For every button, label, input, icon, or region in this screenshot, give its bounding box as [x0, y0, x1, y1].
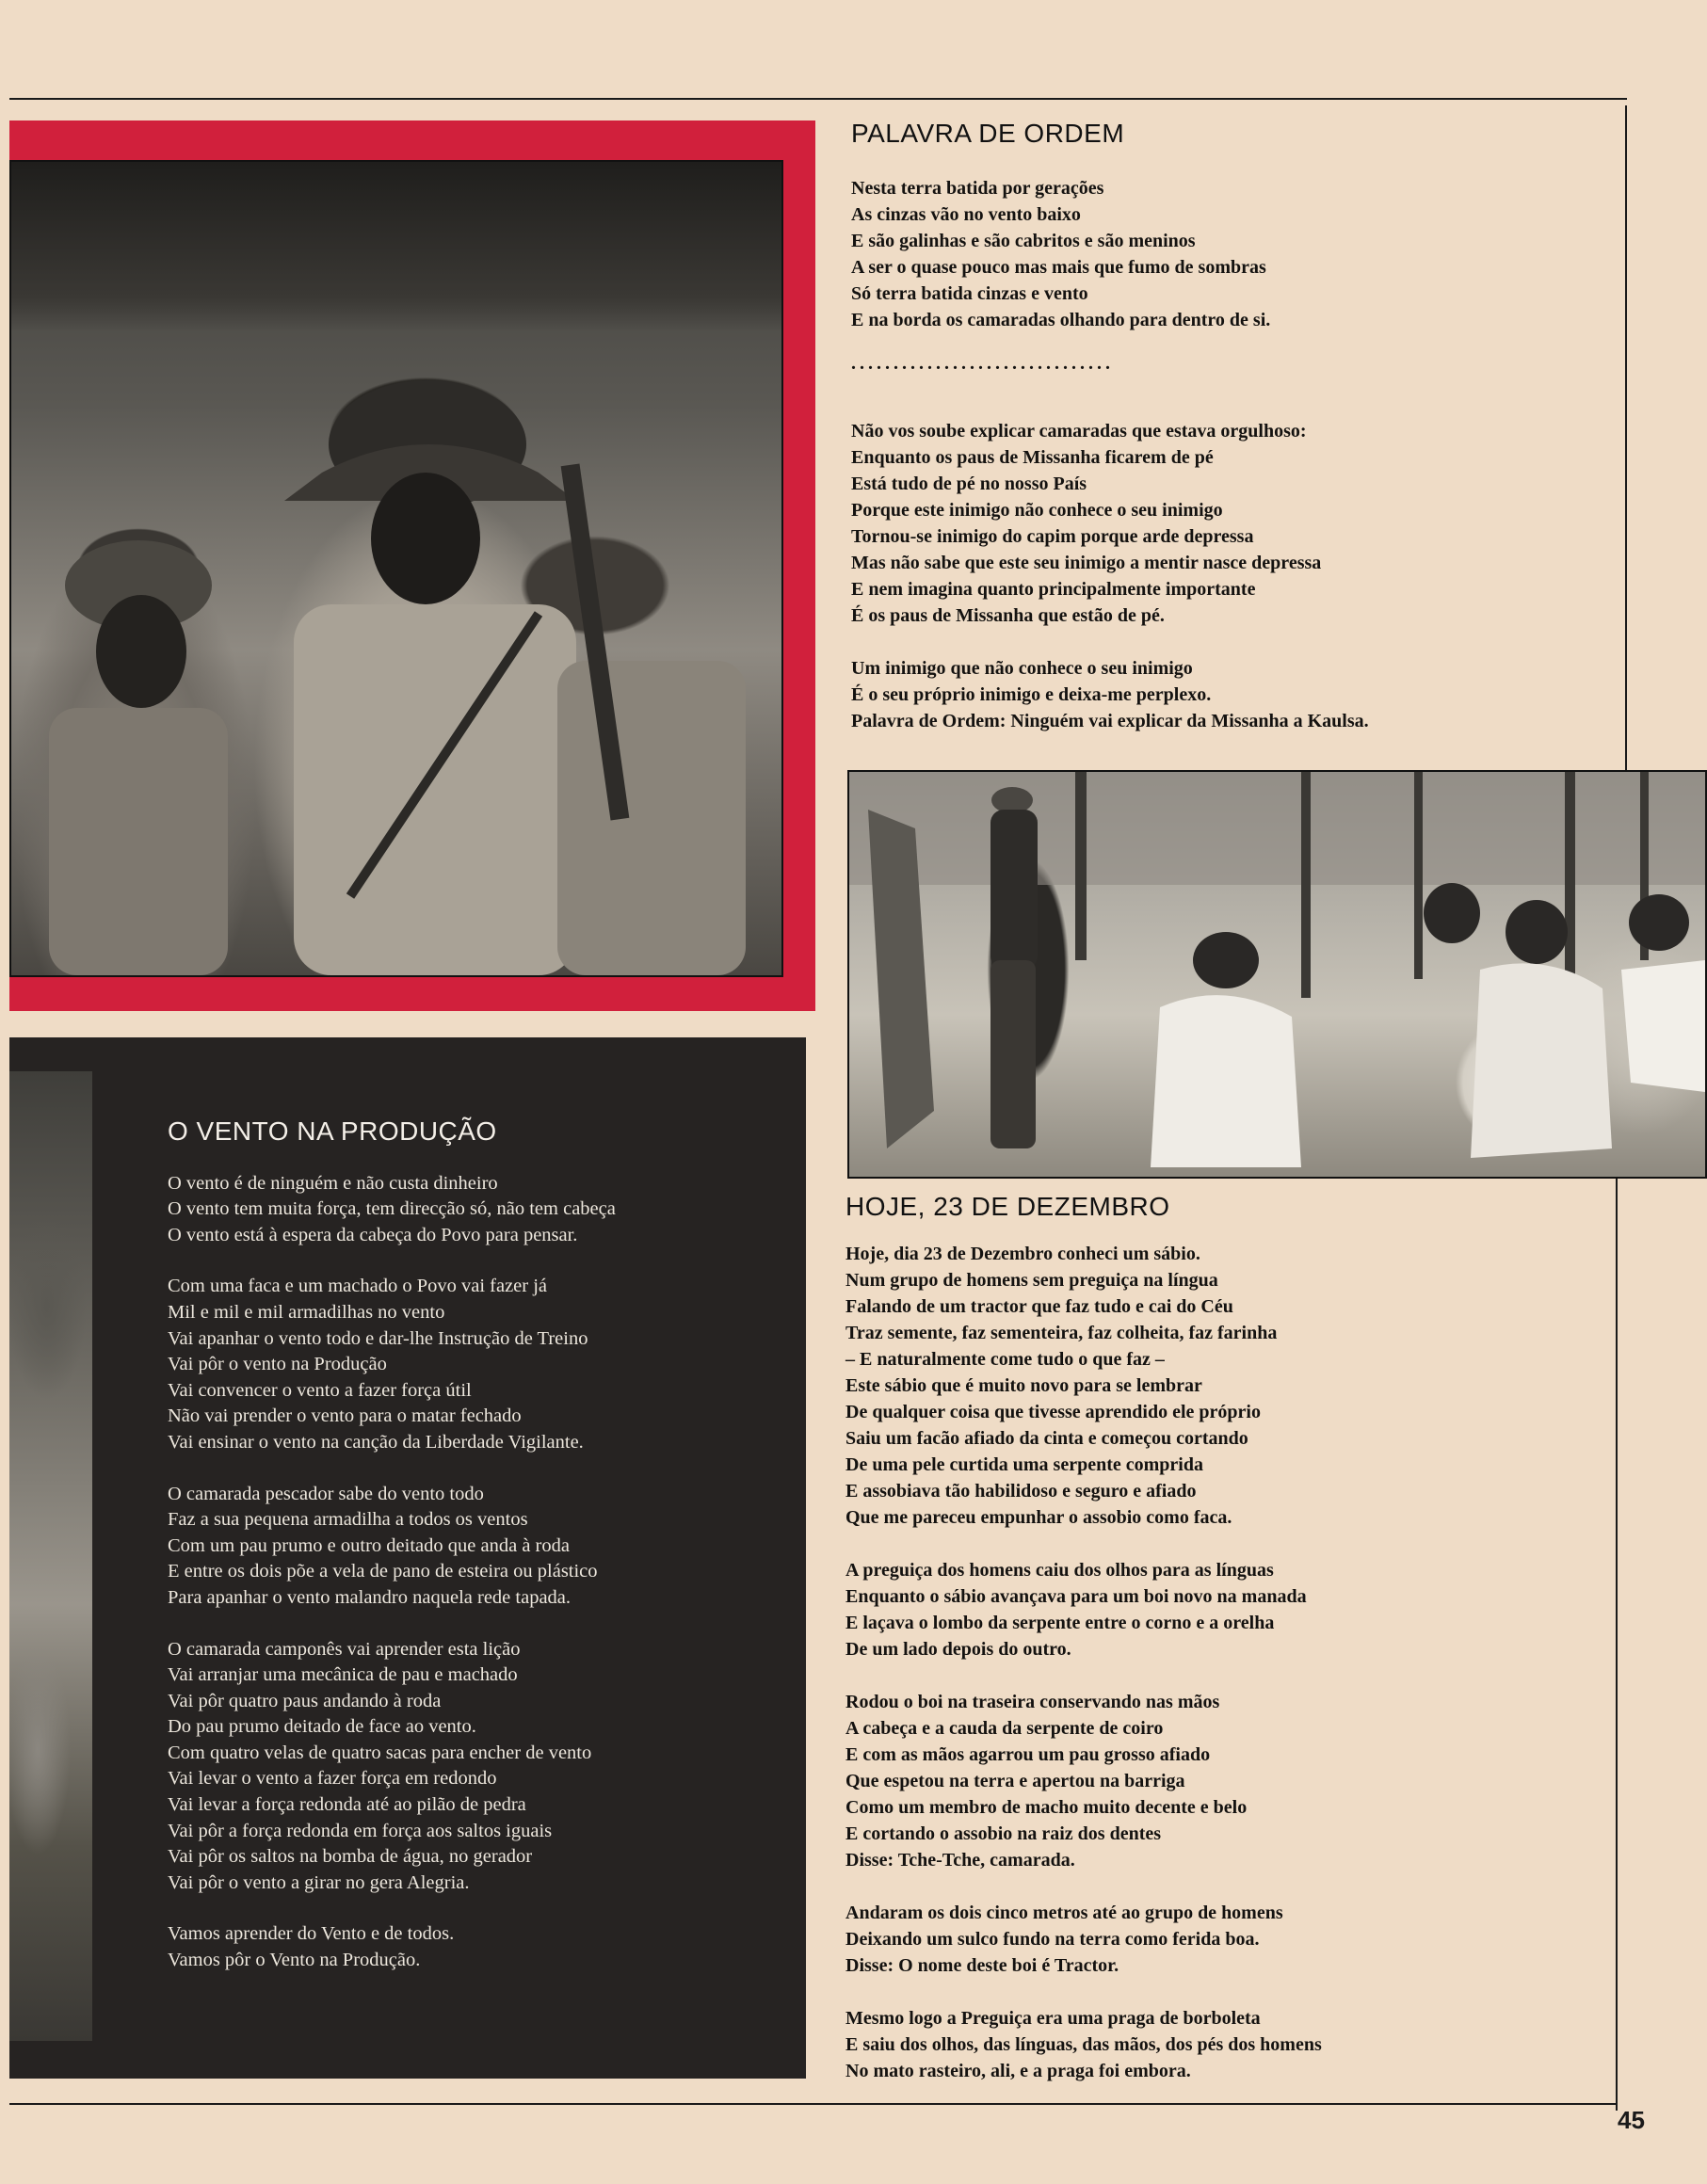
poem-line: E nem imagina quanto principalmente importante — [851, 579, 1256, 600]
poem-line: E na borda os camaradas olhando para dentro de si. — [851, 310, 1271, 330]
poem-line: Vai pôr a força redonda em força aos saltos iguais — [168, 1820, 553, 1841]
poem-line: Enquanto os paus de Missanha ficarem de pé — [851, 447, 1214, 468]
poem-line: Vamos pôr o Vento na Produção. — [168, 1950, 421, 1971]
poem-vento-stanza-1 — [168, 1171, 770, 1249]
poem-line: Não vos soube explicar camaradas que estava orgulhoso: — [851, 421, 1307, 442]
poem-line: Este sábio que é muito novo para se lembrar — [845, 1375, 1202, 1396]
poem-vento-stanza-3 — [168, 1482, 770, 1612]
poem-hoje-stanza-2 — [845, 1557, 1599, 1662]
poem-line: Tornou-se inimigo do capim porque arde depressa — [851, 526, 1254, 547]
poem-line: E cortando o assobio na raiz dos dentes — [845, 1823, 1162, 1844]
poem-line: Palavra de Ordem: Ninguém vai explicar da Missanha a Kaulsa. — [851, 711, 1369, 731]
poem-line: A ser o quase pouco mas mais que fumo de sombras — [851, 257, 1266, 278]
poem-line: Com quatro velas de quatro sacas para encher de vento — [168, 1742, 592, 1763]
poem-line: E com as mãos agarrou um pau grosso afiado — [845, 1744, 1211, 1765]
poem-vento-title: O VENTO NA PRODUÇÃO — [168, 1116, 497, 1146]
poem-line: O vento está à espera da cabeça do Povo para pensar. — [168, 1224, 578, 1245]
poem-line: E entre os dois põe a vela de pano de esteira ou plástico — [168, 1561, 598, 1582]
poem-line: De um lado depois do outro. — [845, 1639, 1071, 1660]
poem-line: Andaram os dois cinco metros até ao grupo de homens — [845, 1903, 1283, 1923]
poem-line: O vento é de ninguém e não custa dinheiro — [168, 1172, 498, 1194]
poem-line: O camarada camponês vai aprender esta lição — [168, 1638, 521, 1660]
poem-line: E são galinhas e são cabritos e são meninos — [851, 231, 1196, 251]
poem-hoje-stanza-1 — [845, 1241, 1599, 1531]
photo-strip-left — [9, 1071, 92, 2041]
poem-vento-stanza-4 — [168, 1637, 770, 1897]
poem-line: Que espetou na terra e apertou na barriga — [845, 1771, 1185, 1791]
poem-line: Mesmo logo a Preguiça era uma praga de borboleta — [845, 2008, 1261, 2029]
poem-line: O vento tem muita força, tem direcção só, não tem cabeça — [168, 1198, 616, 1220]
poem-line: É os paus de Missanha que estão de pé. — [851, 605, 1165, 626]
poem-line: No mato rasteiro, ali, e a praga foi embora. — [845, 2061, 1191, 2081]
poem-line: E assobiava tão habilidoso e seguro e afiado — [845, 1481, 1197, 1502]
poem-line: Vai levar a força redonda até ao pilão de pedra — [168, 1794, 526, 1816]
poem-line: Não vai prender o vento para o matar fechado — [168, 1405, 522, 1427]
poem-line: Que me pareceu empunhar o assobio como faca. — [845, 1507, 1232, 1528]
photo-soldiers — [9, 160, 783, 977]
poem-line: E laçava o lombo da serpente entre o corno e a orelha — [845, 1613, 1275, 1633]
poem-palavra-stanza-1 — [851, 175, 1604, 333]
poem-vento-stanza-5 — [168, 1921, 770, 1973]
poem-line: Vamos aprender do Vento e de todos. — [168, 1923, 455, 1945]
soldiers-silhouettes — [11, 162, 781, 975]
poem-line: Vai apanhar o vento todo e dar-lhe Instrução de Treino — [168, 1327, 588, 1349]
photo-outdoor-class — [847, 770, 1707, 1179]
photo-soldiers-frame — [9, 120, 815, 1011]
poem-line: Está tudo de pé no nosso País — [851, 474, 1087, 494]
poem-palavra-title: PALAVRA DE ORDEM — [851, 119, 1125, 148]
poem-hoje-stanza-5 — [845, 2005, 1599, 2084]
poem-line: Como um membro de macho muito decente e belo — [845, 1797, 1248, 1818]
poem-line: Vai convencer o vento a fazer força útil — [168, 1379, 472, 1401]
poem-line: Saiu um facão afiado da cinta e começou cortando — [845, 1428, 1248, 1449]
poem-line: Com uma faca e um machado o Povo vai fazer já — [168, 1276, 548, 1297]
poem-line: As cinzas vão no vento baixo — [851, 204, 1081, 225]
top-rule — [9, 98, 1627, 100]
poem-line: Rodou o boi na traseira conservando nas mãos — [845, 1692, 1220, 1712]
poem-line: Vai arranjar uma mecânica de pau e machado — [168, 1664, 518, 1686]
poem-line: Deixando um sulco fundo na terra como ferida boa. — [845, 1929, 1260, 1950]
poem-hoje-stanza-3 — [845, 1689, 1599, 1873]
poem-line: Faz a sua pequena armadilha a todos os ventos — [168, 1509, 528, 1531]
outdoor-class-figures — [849, 772, 1705, 1177]
right-column-rule — [1625, 105, 1627, 770]
poem-line: Num grupo de homens sem preguiça na língua — [845, 1270, 1218, 1291]
poem-line: De uma pele curtida uma serpente comprida — [845, 1454, 1203, 1475]
poem-line: O camarada pescador sabe do vento todo — [168, 1483, 484, 1504]
poem-vento-stanza-2 — [168, 1274, 770, 1455]
poem-line: Disse: O nome deste boi é Tractor. — [845, 1955, 1119, 1976]
poem-line: Disse: Tche-Tche, camarada. — [845, 1850, 1075, 1871]
poem-palavra-de-ordem — [851, 120, 1604, 761]
poem-line: Vai levar o vento a fazer força em redondo — [168, 1768, 497, 1790]
right-column-rule-lower — [1616, 1179, 1618, 2111]
poem-line: Enquanto o sábio avançava para um boi novo na manada — [845, 1586, 1307, 1607]
poem-line: Um inimigo que não conhece o seu inimigo — [851, 658, 1193, 679]
poem-line: Hoje, dia 23 de Dezembro conheci um sábio. — [845, 1244, 1200, 1264]
poem-line: Vai pôr quatro paus andando à roda — [168, 1690, 442, 1711]
poem-line: Vai ensinar o vento na canção da Liberdade Vigilante. — [168, 1431, 584, 1453]
poem-line: Porque este inimigo não conhece o seu inimigo — [851, 500, 1223, 521]
poem-line: É o seu próprio inimigo e deixa-me perplexo. — [851, 684, 1212, 705]
poem-line: Vai pôr o vento na Produção — [168, 1354, 387, 1375]
poem-line: Mas não sabe que este seu inimigo a mentir nasce depressa — [851, 553, 1322, 573]
poem-line: Nesta terra batida por gerações — [851, 178, 1104, 199]
poem-line: Com um pau prumo e outro deitado que anda à roda — [168, 1534, 570, 1556]
poem-line: Vai pôr o vento a girar no gera Alegria. — [168, 1871, 470, 1893]
poem-hoje-23-dezembro — [845, 1194, 1599, 2111]
poem-hoje-stanza-4 — [845, 1900, 1599, 1979]
poem-vento — [168, 1118, 770, 1999]
poem-line: Para apanhar o vento malandro naquela rede tapada. — [168, 1586, 572, 1608]
poem-line: E saiu dos olhos, das línguas, das mãos, dos pés dos homens — [845, 2034, 1322, 2055]
page-number: 45 — [1618, 2106, 1645, 2134]
poem-line: Vai pôr os saltos na bomba de água, no gerador — [168, 1846, 533, 1868]
poem-palavra-stanza-3 — [851, 655, 1604, 734]
poem-line: A preguiça dos homens caiu dos olhos para as línguas — [845, 1560, 1274, 1581]
poem-line: Traz semente, faz sementeira, faz colheita, faz farinha — [845, 1323, 1278, 1343]
poem-hoje-title: HOJE, 23 DE DEZEMBRO — [845, 1192, 1170, 1221]
poem-line: Mil e mil e mil armadilhas no vento — [168, 1301, 445, 1323]
stanza-separator: ............................... — [851, 353, 1114, 374]
poem-line: Falando de um tractor que faz tudo e cai do Céu — [845, 1296, 1233, 1317]
poem-line: – E naturalmente come tudo o que faz – — [845, 1349, 1165, 1370]
poem-line: Do pau prumo deitado de face ao vento. — [168, 1716, 476, 1738]
poem-palavra-stanza-2 — [851, 418, 1604, 629]
poem-line: De qualquer coisa que tivesse aprendido ele próprio — [845, 1402, 1261, 1422]
poem-line: Só terra batida cinzas e vento — [851, 283, 1088, 304]
poem-line: A cabeça e a cauda da serpente de coiro — [845, 1718, 1164, 1739]
